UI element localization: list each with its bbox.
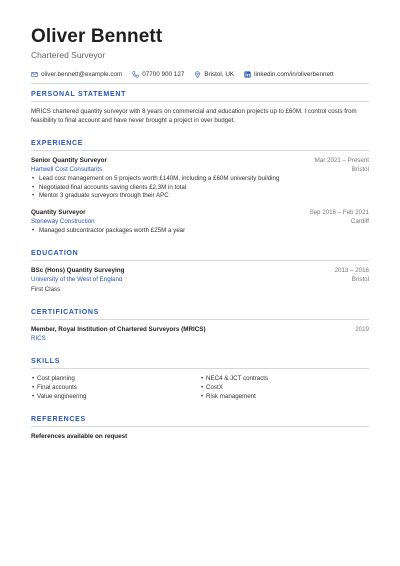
skill-item: • CostX: [200, 384, 369, 393]
job-dates: Mar 2021 – Present: [314, 157, 369, 164]
list-item: • Mentor 3 graduate surveyors through their APC: [31, 192, 369, 201]
contact-email[interactable]: [31, 71, 122, 78]
contact-phone[interactable]: [132, 71, 184, 78]
school-location: Bristol: [351, 276, 369, 284]
list-item: • Negotiated final accounts saving clients £2.3M in total: [31, 184, 369, 193]
section-heading: SKILLS: [31, 354, 369, 369]
resume-header: [31, 26, 369, 84]
references-text: References available on request: [31, 433, 128, 441]
section-certifications: [31, 305, 369, 351]
contact-email-text: oliver.bennett@example.com: [41, 71, 123, 78]
skill-item: • Final accounts: [31, 384, 200, 393]
skill-item: • NEC4 & JCT contracts: [200, 375, 369, 384]
section-skills: [31, 354, 369, 409]
list-item: • Managed subcontractor packages worth £25M a year: [31, 227, 369, 236]
education-entry: [31, 266, 369, 294]
job-location: Bristol: [351, 166, 369, 173]
section-heading: EDUCATION: [31, 246, 369, 261]
job-title: Quantity Surveyor: [31, 208, 86, 216]
skills-grid: [31, 374, 369, 401]
degree-grade: First Class: [31, 286, 61, 294]
job-title: Senior Quantity Surveyor: [31, 157, 107, 164]
section-references: [31, 412, 369, 449]
section-experience: [31, 136, 369, 243]
degree-name: BSc (Hons) Quantity Surveying: [31, 267, 125, 275]
skills-column-right: [200, 374, 369, 401]
contact-linkedin-text: linkedin.com/in/oliverbennett: [254, 71, 334, 78]
phone-icon: [132, 71, 139, 78]
skill-item: • Cost planning: [31, 375, 200, 384]
contact-location-text: Bristol, UK: [204, 71, 235, 78]
contact-bar: [31, 71, 369, 78]
list-item: • Lead cost management on 5 projects worth £140M, including a £60M university building: [31, 175, 369, 184]
job-company: Hartwell Cost Consultants: [31, 166, 103, 173]
skill-item: • Risk management: [200, 393, 369, 402]
school-name: University of the West of England: [31, 276, 123, 284]
education-dates: 2013 – 2016: [334, 267, 369, 275]
job-bullets: [31, 175, 369, 201]
certification-year: 2019: [355, 326, 369, 334]
map-pin-icon: [194, 71, 201, 78]
skill-item: • Value engineering: [31, 393, 200, 402]
linkedin-icon: [244, 71, 251, 78]
job-company: Stoneway Construction: [31, 217, 95, 225]
job-location: Cardiff: [350, 217, 369, 225]
certification-name: Member, Royal Institution of Chartered Surveyors (MRICS): [31, 326, 206, 334]
section-heading: EXPERIENCE: [31, 136, 369, 151]
section-personal-statement: [31, 87, 369, 133]
job-bullets: [31, 227, 369, 236]
experience-entry: [31, 156, 369, 201]
candidate-title: Chartered Surveyor: [31, 50, 106, 60]
candidate-name: Oliver Bennett: [31, 26, 163, 47]
experience-entry: [31, 208, 369, 236]
certification-issuer: RICS: [31, 335, 46, 343]
personal-statement-text: MRICS chartered quantity surveyor with 8 years on commercial and education projects up to £60M. I control costs from feasibility to final account and have never brought a project in over budget.: [31, 108, 357, 124]
header-divider: [31, 83, 369, 84]
section-education: [31, 246, 369, 302]
skills-column-left: [31, 374, 200, 401]
envelope-icon: [31, 71, 38, 78]
certification-entry: [31, 325, 369, 343]
section-heading: REFERENCES: [31, 412, 369, 427]
contact-location: [194, 71, 234, 78]
contact-phone-text: 07700 900 127: [142, 71, 185, 78]
section-heading: PERSONAL STATEMENT: [31, 87, 369, 102]
section-heading: CERTIFICATIONS: [31, 305, 369, 320]
job-dates: Sep 2016 – Feb 2021: [309, 208, 369, 216]
contact-linkedin[interactable]: [244, 71, 333, 78]
